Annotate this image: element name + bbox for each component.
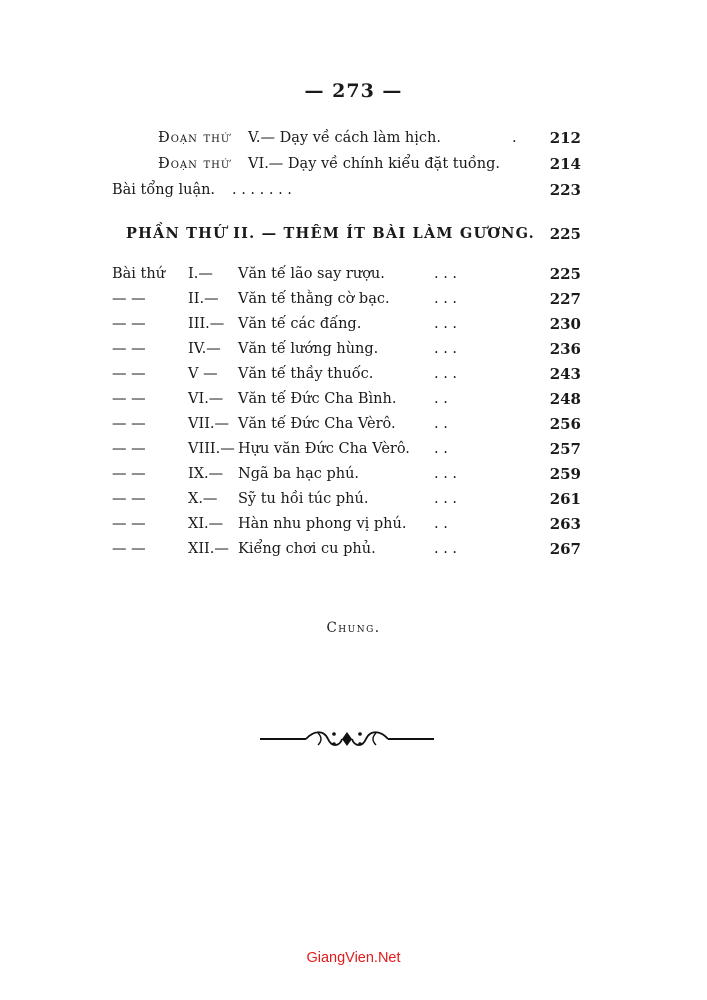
toc-entry <box>0 463 707 485</box>
page-ref: 256 <box>549 415 581 433</box>
entry-number: I.— <box>188 266 213 282</box>
dot-leader: . . . <box>434 466 458 482</box>
entry-number: XI.— <box>188 516 224 532</box>
dot-leader: . . . <box>434 316 458 332</box>
page-ref: 243 <box>549 365 581 383</box>
dot-leader: . <box>512 130 517 146</box>
entry-prefix: — — <box>112 441 146 457</box>
entry-number: VII.— <box>188 416 230 432</box>
entry-title: Sỹ tu hồi túc phú. <box>238 491 369 507</box>
page-ref: 261 <box>549 490 581 508</box>
entry-title: Hàn nhu phong vị phú. <box>238 516 407 532</box>
page-ref: 248 <box>549 390 581 408</box>
entry-prefix: — — <box>112 541 146 557</box>
entry-prefix: — — <box>112 316 146 332</box>
entry-number: V — <box>188 366 218 382</box>
entry-prefix: — — <box>112 416 146 432</box>
page-ref: 225 <box>549 225 581 243</box>
entry-prefix: Bài thứ <box>112 266 166 282</box>
dot-leader: . . <box>434 416 448 432</box>
entry-prefix: — — <box>112 366 146 382</box>
entry-title: Văn tế lướng hùng. <box>238 341 379 357</box>
entry-title: Văn tế thằng cờ bạc. <box>238 291 390 307</box>
page-ref: 263 <box>549 515 581 533</box>
part-heading-text: PHẦN THỨ II. — THÊM ÍT BÀI LÀM GƯƠNG. <box>126 225 535 242</box>
toc-entry <box>0 388 707 410</box>
dot-leader: . . <box>434 516 448 532</box>
dot-leader: . . . <box>434 366 458 382</box>
watermark-text: GiangVien.Net <box>306 950 401 966</box>
entry-number: VIII.— <box>188 441 235 457</box>
toc-entry <box>0 179 707 201</box>
ornament-divider <box>258 724 436 754</box>
entry-title: Bài tổng luận. <box>112 182 216 198</box>
entry-prefix: — — <box>112 516 146 532</box>
entry-prefix: — — <box>112 391 146 407</box>
entry-prefix: — — <box>112 466 146 482</box>
dot-leader: . . <box>434 391 448 407</box>
entry-title: Văn tế lão say rượu. <box>238 266 385 282</box>
entry-title: Hựu văn Đức Cha Vèrô. <box>238 441 410 457</box>
page-ref: 225 <box>549 265 581 283</box>
entry-title: Văn tế Đức Cha Vèrô. <box>238 416 396 432</box>
toc-entry <box>0 513 707 535</box>
section-label: Đoạn thứ <box>158 156 231 172</box>
toc-entry <box>0 363 707 385</box>
entry-number: X.— <box>188 491 218 507</box>
part-heading <box>0 223 707 245</box>
toc-entry <box>0 288 707 310</box>
entry-title: V.— Dạy về cách làm hịch. <box>248 130 441 146</box>
entry-title: Văn tế các đấng. <box>238 316 362 332</box>
entry-number: VI.— <box>188 391 224 407</box>
toc-entry <box>0 338 707 360</box>
entry-number: IV.— <box>188 341 221 357</box>
toc-entry <box>0 313 707 335</box>
entry-prefix: — — <box>112 491 146 507</box>
entry-title: VI.— Dạy về chính kiểu đặt tuồng. <box>248 156 501 172</box>
page-ref: 227 <box>549 290 581 308</box>
page-ref: 259 <box>549 465 581 483</box>
entry-prefix: — — <box>112 291 146 307</box>
entry-number: II.— <box>188 291 219 307</box>
page-ref: 236 <box>549 340 581 358</box>
dot-leader: . . <box>434 441 448 457</box>
entry-title: Ngã ba hạc phú. <box>238 466 360 482</box>
page-ref: 257 <box>549 440 581 458</box>
toc-entry <box>0 488 707 510</box>
dot-leader: . . . <box>434 341 458 357</box>
page-ref: 230 <box>549 315 581 333</box>
entry-prefix: — — <box>112 341 146 357</box>
entry-title: Văn tế thầy thuốc. <box>238 366 374 382</box>
toc-entry <box>0 438 707 460</box>
page-number: — 273 — <box>304 80 403 102</box>
toc-entry <box>0 263 707 285</box>
page-ref: 214 <box>549 155 581 173</box>
dot-leader: . . . <box>434 266 458 282</box>
entry-title: Văn tế Đức Cha Bình. <box>238 391 397 407</box>
toc-entry <box>0 153 707 175</box>
entry-number: III.— <box>188 316 225 332</box>
section-label: Đoạn thứ <box>158 130 231 146</box>
toc-entry <box>0 538 707 560</box>
entry-number: IX.— <box>188 466 224 482</box>
page-ref: 212 <box>549 129 581 147</box>
dot-leader: . . . . . . . <box>232 182 292 198</box>
entry-title: Kiểng chơi cu phủ. <box>238 541 376 557</box>
page-ref: 223 <box>549 181 581 199</box>
dot-leader: . . . <box>434 541 458 557</box>
page-ref: 267 <box>549 540 581 558</box>
entry-number: XII.— <box>188 541 229 557</box>
toc-entry <box>0 413 707 435</box>
closing-word: Chung. <box>326 620 381 636</box>
dot-leader: . . . <box>434 491 458 507</box>
dot-leader: . . . <box>434 291 458 307</box>
toc-entry <box>0 127 707 149</box>
